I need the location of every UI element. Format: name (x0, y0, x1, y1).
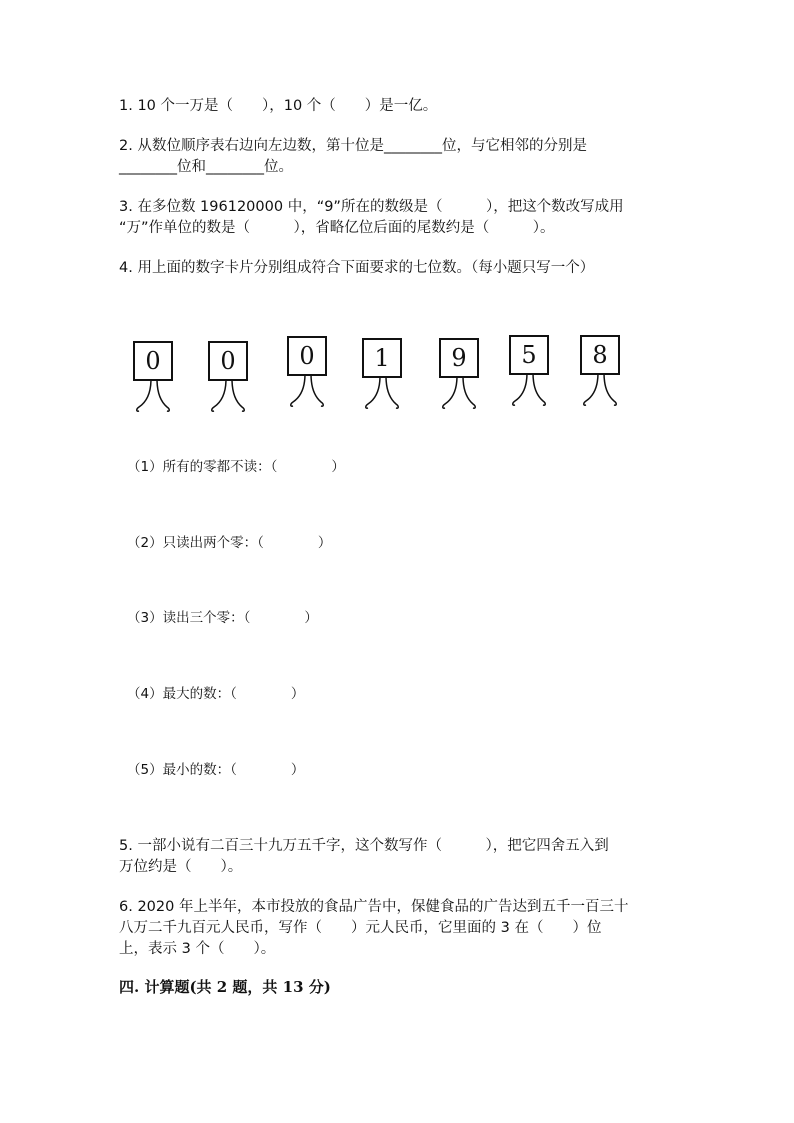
question-5-line-2: 万位约是（ ）。 (119, 859, 243, 875)
card-legs-icon (362, 376, 402, 410)
digit-card (208, 341, 248, 415)
card-legs-icon (287, 374, 327, 408)
card-digit: 5 (521, 341, 537, 369)
digit-card (580, 335, 620, 409)
card-legs-icon (439, 376, 479, 410)
question-2-line-1: 2. 从数位顺序表右边向左边数，第十位是________位，与它相邻的分别是 (119, 138, 587, 154)
card-legs-icon (580, 373, 620, 407)
card-digit: 8 (592, 341, 608, 369)
question-3-line-2: “万”作单位的数是（ ），省略亿位后面的尾数约是（ ）。 (119, 220, 555, 236)
sub-question-5: （5）最小的数：（ ） (127, 762, 305, 778)
digit-card (509, 335, 549, 409)
question-6-line-3: 上，表示 3 个（ ）。 (119, 941, 276, 957)
card-legs-icon (133, 379, 173, 413)
question-1: 1. 10 个一万是（ ），10 个（ ）是一亿。 (119, 98, 438, 114)
card-digit: 9 (451, 344, 467, 372)
card-digit: 0 (220, 347, 236, 375)
digit-card (133, 341, 173, 415)
question-4: 4. 用上面的数字卡片分别组成符合下面要求的七位数。（每小题只写一个） (119, 260, 595, 276)
sub-question-1: （1）所有的零都不读：（ ） (127, 459, 345, 475)
card-digit: 0 (145, 347, 161, 375)
card-legs-icon (509, 373, 549, 407)
card-digit: 0 (299, 342, 315, 370)
card-digit: 1 (374, 344, 390, 372)
question-3-line-1: 3. 在多位数 196120000 中，“9”所在的数级是（ ），把这个数改写成用 (119, 199, 624, 215)
digit-card (439, 338, 479, 412)
question-2-line-2: ________位和________位。 (119, 159, 293, 175)
section-title: 四. 计算题(共 2 题，共 13 分) (119, 978, 331, 996)
card-legs-icon (208, 379, 248, 413)
question-6-line-2: 八万二千九百元人民币，写作（ ）元人民币，它里面的 3 在（ ）位 (119, 920, 602, 936)
sub-question-2: （2）只读出两个零：（ ） (127, 535, 332, 551)
digit-card (287, 336, 327, 410)
sub-question-4: （4）最大的数：（ ） (127, 686, 305, 702)
digit-card (362, 338, 402, 412)
sub-question-3: （3）读出三个零：（ ） (127, 610, 318, 626)
question-5-line-1: 5. 一部小说有二百三十九万五千字，这个数写作（ ），把它四舍五入到 (119, 838, 609, 854)
question-6-line-1: 6. 2020 年上半年，本市投放的食品广告中，保健食品的广告达到五千一百三十 (119, 899, 629, 915)
